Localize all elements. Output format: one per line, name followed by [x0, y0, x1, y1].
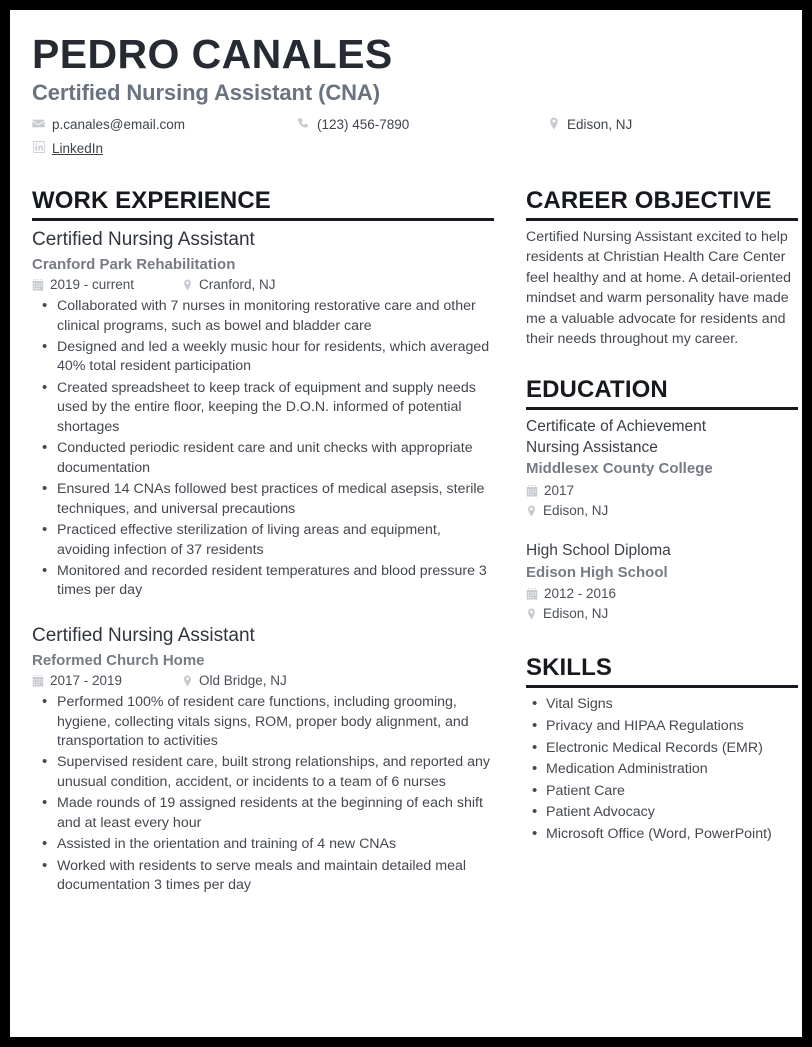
job-dates — [32, 277, 182, 292]
job-entry — [32, 227, 494, 601]
education-entry — [526, 540, 798, 624]
job-bullet: • Collaborated with 7 nurses in monitoring restorative care and other clinical programs, such as bowel and bladder care — [32, 297, 494, 336]
work-experience-title: WORK EXPERIENCE — [32, 186, 271, 214]
skills-list — [526, 694, 798, 844]
right-column — [526, 187, 798, 846]
map-pin-icon — [182, 279, 193, 291]
skill-item: • Patient Advocacy — [526, 802, 798, 823]
career-objective-title: CAREER OBJECTIVE — [526, 186, 772, 214]
skill-item: • Electronic Medical Records (EMR) — [526, 738, 798, 759]
job-bullet: • Supervised resident care, built strong relationships, and reported any unusual condition, accident, or incidents to a team of 6 nurses — [32, 753, 494, 792]
education-entry — [526, 416, 798, 522]
contact-email-text: p.canales@email.com — [52, 117, 186, 133]
education-degree: High School Diploma — [526, 542, 671, 560]
contact-location — [547, 115, 790, 135]
contact-location-text: Edison, NJ — [567, 117, 633, 133]
skill-item: • Microsoft Office (Word, PowerPoint) — [526, 824, 798, 845]
skill-item: • Vital Signs — [526, 694, 798, 715]
calendar-icon — [32, 675, 44, 687]
contact-linkedin-text: LinkedIn — [52, 140, 104, 156]
education-rule — [526, 407, 798, 410]
job-company: Reformed Church Home — [32, 652, 205, 670]
map-pin-icon — [547, 117, 560, 130]
section-skills — [526, 654, 798, 844]
work-experience-rule — [32, 218, 494, 221]
job-entry — [32, 623, 494, 896]
education-dates — [526, 481, 798, 501]
education-dates-text: 2012 - 2016 — [544, 585, 617, 601]
calendar-icon — [32, 279, 44, 291]
career-objective-text: Certified Nursing Assistant excited to help residents at Christian Health Care Center feel healthy and at home. A detail-oriented mindset and warm personality have made me a valuable advocate for residents and their needs throughout my career. — [526, 228, 792, 348]
education-location-text: Edison, NJ — [543, 606, 609, 622]
resume-body — [32, 187, 790, 900]
candidate-headline: Certified Nursing Assistant (CNA) — [32, 80, 380, 106]
job-bullet: • Assisted in the orientation and training of 4 new CNAs — [32, 835, 494, 854]
job-meta — [32, 673, 494, 688]
skill-item: • Medication Administration — [526, 759, 798, 780]
career-objective-rule — [526, 218, 798, 221]
left-column — [32, 187, 502, 900]
job-bullet: • Practiced effective sterilization of living areas and equipment, avoiding infection of 37 residents — [32, 521, 494, 560]
contact-email[interactable] — [32, 115, 297, 135]
job-title: Certified Nursing Assistant — [32, 228, 255, 250]
spacer — [526, 624, 798, 654]
envelope-icon — [32, 117, 45, 130]
map-pin-icon — [182, 675, 193, 687]
contact-linkedin[interactable] — [32, 139, 297, 159]
skill-item: • Privacy and HIPAA Regulations — [526, 716, 798, 737]
job-dates-text: 2019 - current — [50, 277, 135, 293]
education-dates-text: 2017 — [544, 482, 575, 498]
map-pin-icon — [526, 505, 537, 517]
job-bullet: • Worked with residents to serve meals and maintain detailed meal documentation 3 times per day — [32, 857, 494, 896]
contact-phone[interactable] — [297, 115, 547, 135]
skill-item: • Patient Care — [526, 781, 798, 802]
job-location — [182, 277, 276, 292]
job-company: Cranford Park Rehabilitation — [32, 256, 236, 274]
job-bullet: • Ensured 14 CNAs followed best practices of medical asepsis, sterile techniques, and universal precautions — [32, 480, 494, 519]
education-title: EDUCATION — [526, 375, 668, 403]
phone-icon — [297, 117, 310, 130]
contact-phone-text: (123) 456-7890 — [317, 117, 410, 133]
education-location-text: Edison, NJ — [543, 502, 609, 518]
education-location — [526, 501, 798, 521]
job-meta — [32, 277, 494, 292]
job-dates — [32, 673, 182, 688]
job-location-text: Cranford, NJ — [199, 277, 276, 293]
job-title: Certified Nursing Assistant — [32, 624, 255, 646]
education-location — [526, 604, 798, 624]
job-bullet: • Performed 100% of resident care functions, including grooming, hygiene, collecting vitals signs, ROM, proper body alignment, and transportation to activities — [32, 693, 494, 751]
skills-rule — [526, 685, 798, 688]
job-bullet: • Created spreadsheet to keep track of equipment and supply needs used by the entire floor, keeping the D.O.N. informed of potential shortages — [32, 379, 494, 437]
section-education — [526, 376, 798, 625]
education-school: Middlesex County College — [526, 460, 713, 478]
spacer — [526, 350, 798, 376]
section-work-experience — [32, 187, 494, 896]
skills-title: SKILLS — [526, 654, 612, 682]
job-location — [182, 673, 287, 688]
job-bullet: • Designed and led a weekly music hour for residents, which averaged 40% total resident participation — [32, 338, 494, 377]
job-dates-text: 2017 - 2019 — [50, 673, 123, 689]
job-bullets — [32, 297, 494, 601]
job-bullet: • Monitored and recorded resident temperatures and blood pressure 3 times per day — [32, 562, 494, 601]
contact-grid — [32, 115, 790, 159]
job-bullet: • Made rounds of 19 assigned residents at the beginning of each shift and at least every hour — [32, 794, 494, 833]
map-pin-icon — [526, 608, 537, 620]
calendar-icon — [526, 485, 538, 497]
education-school: Edison High School — [526, 563, 668, 581]
candidate-name: PEDRO CANALES — [32, 31, 393, 77]
resume-page — [10, 10, 802, 1037]
job-bullets — [32, 693, 494, 896]
education-dates — [526, 584, 798, 604]
job-location-text: Old Bridge, NJ — [199, 673, 287, 689]
linkedin-icon — [32, 141, 45, 153]
education-degree: Certificate of Achievement — [526, 417, 707, 435]
section-career-objective — [526, 187, 798, 350]
education-field: Nursing Assistance — [526, 438, 658, 456]
resume-header — [32, 32, 790, 159]
job-bullet: • Conducted periodic resident care and unit checks with appropriate documentation — [32, 439, 494, 478]
calendar-icon — [526, 588, 538, 600]
